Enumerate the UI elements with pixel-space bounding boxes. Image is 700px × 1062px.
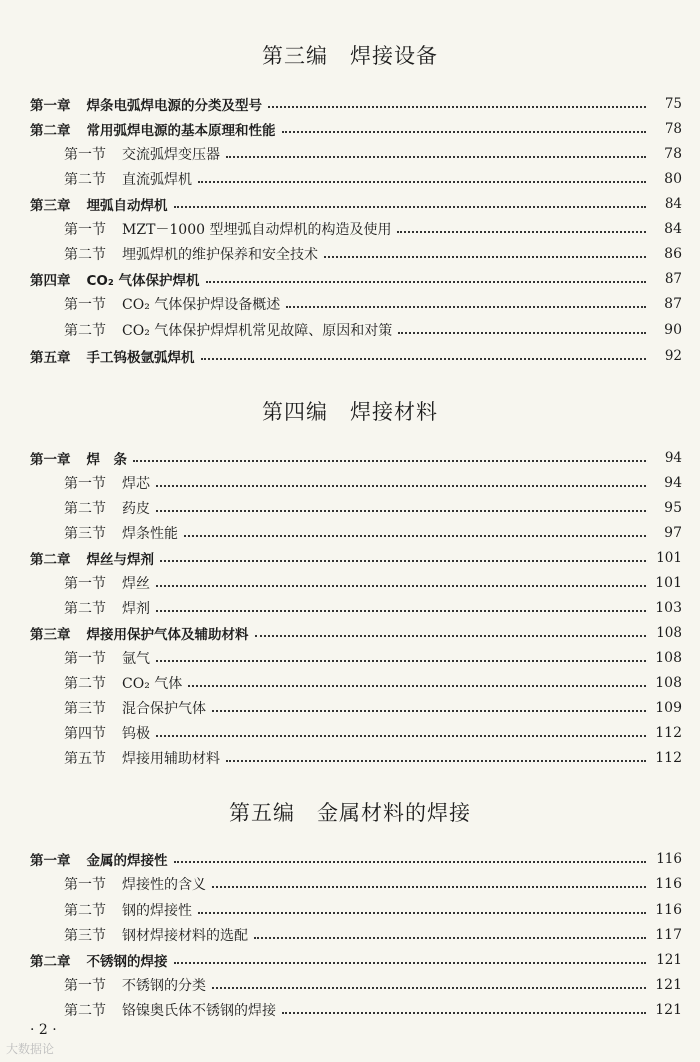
entry-page: 108 — [655, 675, 682, 691]
entry-title: 埋弧自动焊机 — [86, 198, 168, 214]
entry-page: 78 — [664, 146, 682, 162]
entry-label: 第三节 — [64, 526, 106, 542]
entry-label: 第二节 — [64, 501, 106, 517]
entry-page: 97 — [664, 525, 682, 541]
part-title: 第四编 焊接材料 — [262, 400, 438, 424]
entry-page: 117 — [655, 927, 682, 943]
toc-entry[interactable] — [0, 898, 700, 922]
dot-leader — [397, 231, 646, 233]
toc-entry[interactable] — [0, 847, 700, 871]
entry-title: 交流弧焊变压器 — [122, 147, 220, 163]
entry-page: 95 — [664, 500, 682, 516]
watermark: 大数据论 — [6, 1042, 55, 1056]
entry-label: 第一节 — [64, 978, 106, 994]
entry-title: CO₂ 气体保护焊机 — [86, 273, 200, 289]
entry-page: 101 — [656, 550, 682, 566]
entry-page: 101 — [655, 575, 682, 591]
dot-leader — [226, 156, 646, 158]
entry-page: 92 — [664, 348, 682, 364]
entry-title: 钨极 — [122, 726, 150, 742]
entry-label: 第三节 — [64, 928, 106, 944]
dot-leader — [206, 281, 647, 283]
entry-page: 109 — [655, 700, 682, 716]
dot-leader — [226, 760, 646, 762]
entry-page: 121 — [655, 977, 682, 993]
part-title: 第三编 焊接设备 — [262, 44, 438, 68]
entry-page: 121 — [655, 1002, 682, 1018]
toc-entry[interactable] — [0, 973, 700, 997]
entry-page: 87 — [664, 296, 682, 312]
toc-entry[interactable] — [0, 696, 700, 720]
dot-leader — [188, 685, 646, 687]
page-number: · 2 · — [30, 1022, 57, 1038]
entry-page: 116 — [656, 851, 682, 867]
entry-label: 第一节 — [64, 476, 106, 492]
entry-page: 116 — [655, 876, 682, 892]
dot-leader — [160, 560, 646, 562]
entry-label: 第三节 — [64, 701, 106, 717]
entry-label: 第一节 — [64, 576, 106, 592]
dot-leader — [201, 358, 647, 360]
entry-title: 焊丝 — [122, 576, 150, 592]
entry-label: 第二节 — [64, 676, 106, 692]
entry-title: 焊 条 — [86, 452, 127, 468]
dot-leader — [282, 131, 647, 133]
entry-page: 75 — [664, 96, 682, 112]
entry-title: 焊剂 — [122, 601, 150, 617]
entry-label: 第二节 — [64, 247, 106, 263]
toc-entry[interactable] — [0, 142, 700, 166]
dot-leader — [398, 332, 646, 334]
entry-label: 第一节 — [64, 651, 106, 667]
dot-leader — [156, 735, 646, 737]
entry-title: 直流弧焊机 — [122, 172, 192, 188]
entry-label: 第五节 — [64, 751, 106, 767]
dot-leader — [174, 861, 647, 863]
entry-title: 焊接性的含义 — [122, 877, 206, 893]
entry-title: 焊接用保护气体及辅助材料 — [86, 627, 249, 643]
toc-entry[interactable] — [0, 872, 700, 896]
toc-entry[interactable] — [0, 267, 700, 291]
entry-label: 第一节 — [64, 147, 106, 163]
entry-title: CO₂ 气体保护焊焊机常见故障、原因和对策 — [122, 323, 393, 339]
dot-leader — [212, 710, 646, 712]
dot-leader — [254, 937, 646, 939]
entry-title: 焊条电弧焊电源的分类及型号 — [86, 98, 262, 114]
toc-entry[interactable] — [0, 546, 700, 570]
toc-entry[interactable] — [0, 571, 700, 595]
dot-leader — [133, 460, 646, 462]
entry-label: 第二节 — [64, 601, 106, 617]
entry-page: 94 — [664, 450, 682, 466]
entry-label: 第二章 — [30, 552, 71, 568]
dot-leader — [156, 510, 646, 512]
entry-label: 第一章 — [30, 452, 71, 468]
entry-label: 第二章 — [30, 954, 71, 970]
dot-leader — [212, 987, 646, 989]
entry-page: 116 — [655, 902, 682, 918]
toc-entry[interactable] — [0, 998, 700, 1022]
entry-label: 第一章 — [30, 98, 71, 114]
entry-label: 第二节 — [64, 323, 106, 339]
toc-entry[interactable] — [0, 621, 700, 645]
entry-page: 108 — [656, 625, 682, 641]
entry-title: CO₂ 气体保护焊设备概述 — [122, 297, 281, 313]
toc-entry[interactable] — [0, 242, 700, 266]
entry-title: 药皮 — [122, 501, 150, 517]
entry-title: 钢材焊接材料的选配 — [122, 928, 248, 944]
toc-entry[interactable] — [0, 471, 700, 495]
entry-label: 第三章 — [30, 627, 71, 643]
entry-page: 84 — [664, 196, 682, 212]
entry-label: 第一节 — [64, 877, 106, 893]
toc-entry[interactable] — [0, 646, 700, 670]
toc-entry[interactable] — [0, 721, 700, 745]
entry-label: 第四章 — [30, 273, 71, 289]
dot-leader — [255, 635, 647, 637]
entry-page: 94 — [664, 475, 682, 491]
entry-title: CO₂ 气体 — [122, 676, 183, 692]
toc-entry[interactable] — [0, 948, 700, 972]
toc-entry[interactable] — [0, 344, 700, 368]
entry-page: 87 — [664, 271, 682, 287]
entry-page: 80 — [664, 171, 682, 187]
toc-entry[interactable] — [0, 217, 700, 241]
entry-page: 108 — [655, 650, 682, 666]
dot-leader — [156, 585, 646, 587]
toc-entry[interactable] — [0, 92, 700, 116]
entry-title: 不锈钢的焊接 — [86, 954, 168, 970]
toc-entry[interactable] — [0, 292, 700, 316]
toc-entry[interactable] — [0, 496, 700, 520]
dot-leader — [286, 306, 646, 308]
entry-label: 第五章 — [30, 350, 71, 366]
dot-leader — [212, 886, 646, 888]
entry-label: 第二章 — [30, 123, 71, 139]
entry-title: 铬镍奥氏体不锈钢的焊接 — [122, 1003, 276, 1019]
entry-label: 第二节 — [64, 172, 106, 188]
entry-title: MZT－1000 型埋弧自动焊机的构造及使用 — [122, 222, 392, 238]
entry-label: 第二节 — [64, 903, 106, 919]
dot-leader — [174, 962, 647, 964]
entry-label: 第一节 — [64, 222, 106, 238]
dot-leader — [198, 912, 646, 914]
entry-title: 焊丝与焊剂 — [86, 552, 154, 568]
entry-label: 第三章 — [30, 198, 71, 214]
entry-page: 112 — [655, 750, 682, 766]
dot-leader — [156, 485, 646, 487]
entry-title: 焊条性能 — [122, 526, 178, 542]
dot-leader — [156, 660, 646, 662]
dot-leader — [174, 206, 647, 208]
entry-page: 121 — [656, 952, 682, 968]
entry-page: 78 — [664, 121, 682, 137]
entry-title: 埋弧焊机的维护保养和安全技术 — [122, 247, 318, 263]
entry-title: 焊接用辅助材料 — [122, 751, 220, 767]
entry-title: 常用弧焊电源的基本原理和性能 — [86, 123, 276, 139]
entry-label: 第一章 — [30, 853, 71, 869]
toc-entry[interactable] — [0, 521, 700, 545]
dot-leader — [184, 535, 646, 537]
dot-leader — [268, 106, 646, 108]
toc-entry[interactable] — [0, 596, 700, 620]
toc-entry[interactable] — [0, 167, 700, 191]
entry-title: 混合保护气体 — [122, 701, 206, 717]
dot-leader — [324, 256, 646, 258]
entry-title: 氩气 — [122, 651, 150, 667]
dot-leader — [282, 1012, 646, 1014]
entry-page: 84 — [664, 221, 682, 237]
entry-title: 金属的焊接性 — [86, 853, 168, 869]
toc-entry[interactable] — [0, 192, 700, 216]
toc-entry[interactable] — [0, 446, 700, 470]
dot-leader — [156, 610, 646, 612]
toc-entry[interactable] — [0, 671, 700, 695]
toc-entry[interactable] — [0, 746, 700, 770]
entry-page: 103 — [655, 600, 682, 616]
entry-page: 86 — [664, 246, 682, 262]
entry-label: 第一节 — [64, 297, 106, 313]
entry-label: 第四节 — [64, 726, 106, 742]
entry-title: 焊芯 — [122, 476, 150, 492]
entry-title: 手工钨极氩弧焊机 — [86, 350, 195, 366]
entry-title: 不锈钢的分类 — [122, 978, 206, 994]
dot-leader — [198, 181, 646, 183]
toc-entry[interactable] — [0, 318, 700, 342]
entry-title: 钢的焊接性 — [122, 903, 192, 919]
entry-page: 112 — [655, 725, 682, 741]
toc-entry[interactable] — [0, 117, 700, 141]
entry-page: 90 — [664, 322, 682, 338]
entry-label: 第二节 — [64, 1003, 106, 1019]
toc-entry[interactable] — [0, 923, 700, 947]
part-title: 第五编 金属材料的焊接 — [229, 801, 471, 825]
